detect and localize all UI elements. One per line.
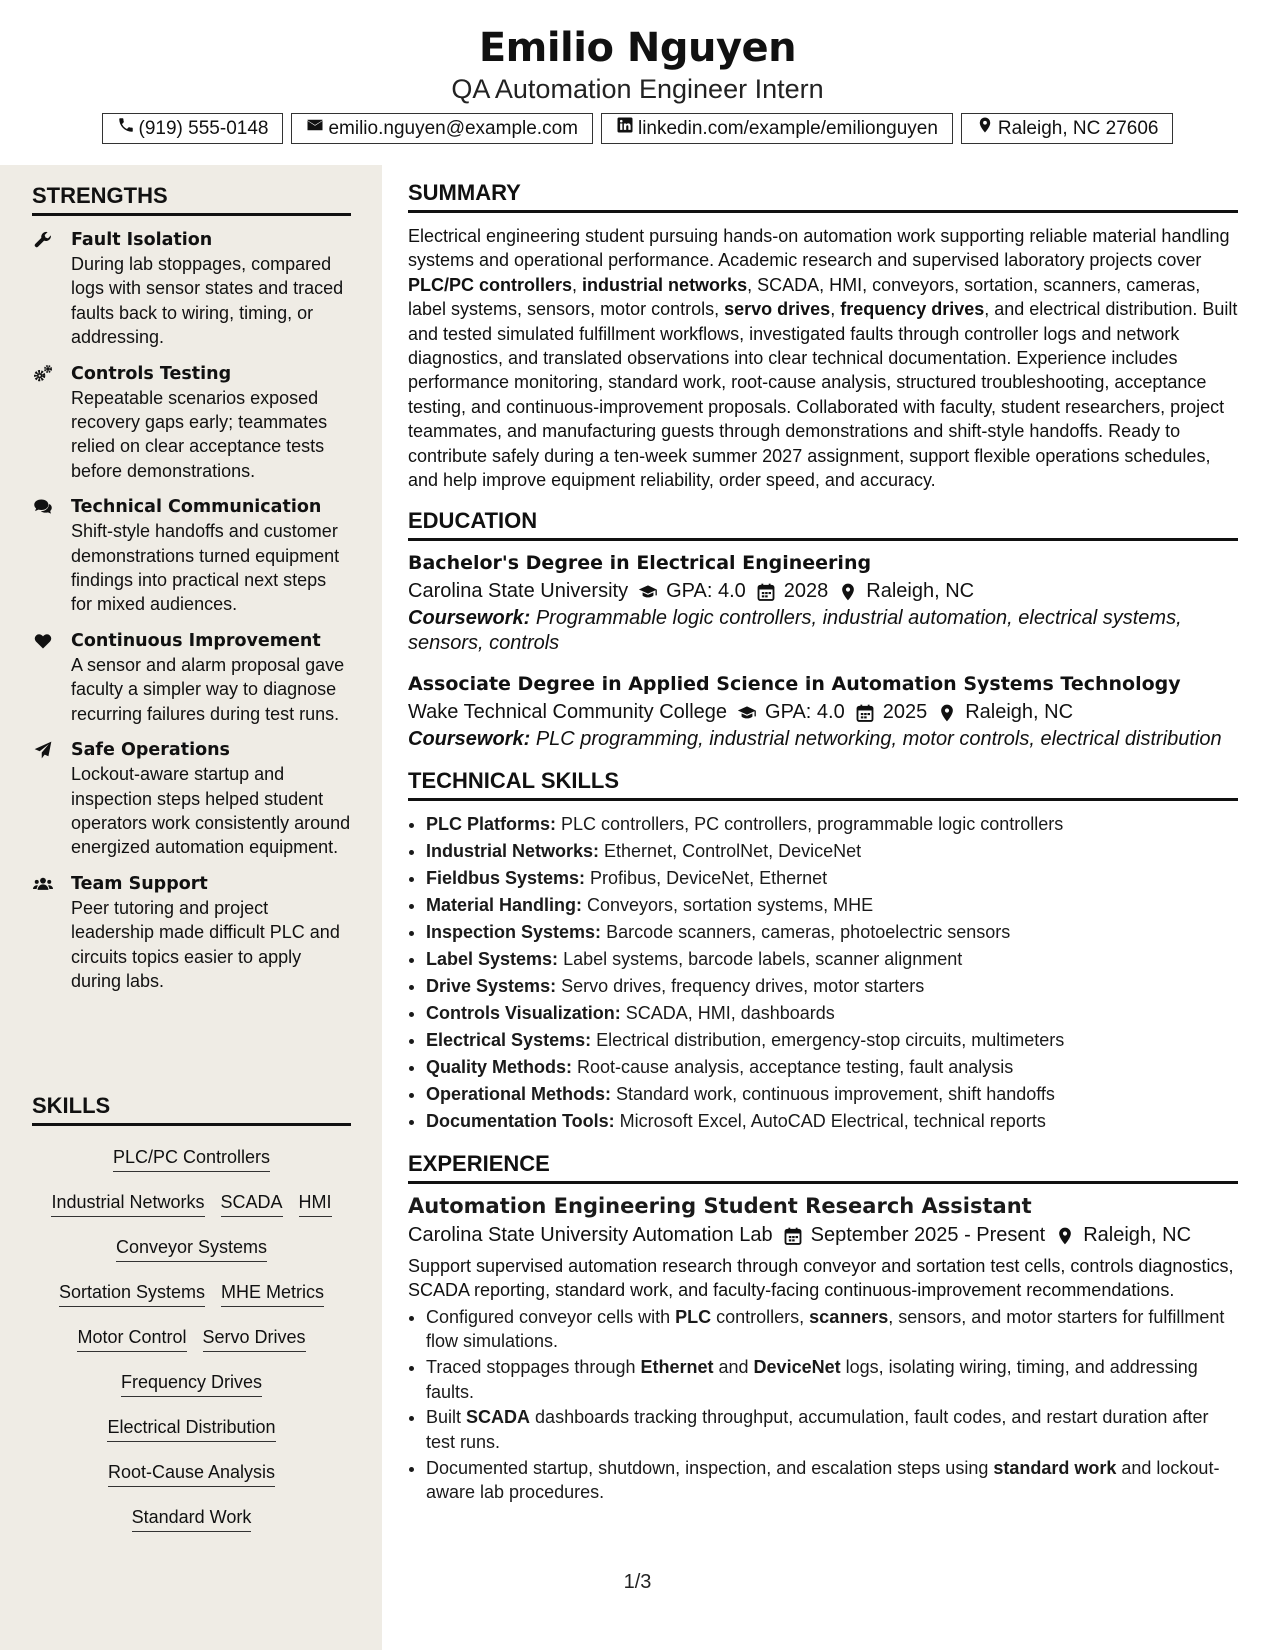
technical-skills-section (408, 768, 1238, 1135)
strengths-section (32, 183, 351, 993)
technical-skill-label: Controls Visualization: (426, 1002, 621, 1023)
skill-row (32, 1136, 351, 1181)
bold-text: scanners (809, 1306, 889, 1327)
summary-heading: SUMMARY (408, 180, 1238, 213)
job-summary: Support supervised automation research through conveyor and sortation test cells, controls diagnostics, SCADA reporting, standard work, and faculty-facing continuous-improvement recommendations. (408, 1255, 1234, 1301)
bold-text: servo drives (724, 299, 831, 320)
technical-skill-label: Fieldbus Systems: (426, 867, 586, 888)
technical-skill-value: Label systems, barcode labels, scanner alignment (558, 948, 963, 969)
technical-skill-item (426, 1000, 1238, 1027)
strength-item (32, 629, 351, 726)
technical-skill-item (426, 1108, 1238, 1135)
graduation-cap-icon (638, 581, 658, 601)
strength-desc: A sensor and alarm proposal gave faculty a simpler way to diagnose recurring failures during test runs. (71, 654, 345, 724)
candidate-title: QA Automation Engineer Intern (451, 74, 824, 104)
skill-tag: Standard Work (132, 1506, 252, 1532)
technical-skill-value: Servo drives, frequency drives, motor starters (556, 975, 925, 996)
technical-skill-label: PLC Platforms: (426, 813, 557, 834)
graduation-cap-icon (737, 702, 757, 722)
technical-skill-value: Electrical distribution, emergency-stop circuits, multimeters (591, 1029, 1065, 1050)
technical-skill-label: Drive Systems: (426, 975, 557, 996)
text-run: , sensors, and motor starters for fulfillment flow simulations. (426, 1306, 1225, 1352)
technical-skill-value: PLC controllers, PC controllers, programmable logic controllers (556, 813, 1064, 834)
technical-skill-item (426, 811, 1238, 838)
coursework-label: Coursework: (408, 728, 531, 751)
technical-skill-label: Label Systems: (426, 948, 559, 969)
strength-item (32, 362, 351, 484)
skill-tag: Sortation Systems (59, 1281, 205, 1307)
skill-tag: PLC/PC Controllers (113, 1146, 270, 1172)
technical-skill-item (426, 919, 1238, 946)
contact-phone[interactable] (102, 113, 284, 144)
strength-desc: Lockout-aware startup and inspection steps helped student operators work consistently around energized automation equipment. (71, 764, 351, 858)
skill-row (32, 1451, 351, 1496)
resume-header (0, 22, 1275, 144)
technical-skill-label: Electrical Systems: (426, 1029, 592, 1050)
strength-title: Team Support (71, 873, 208, 894)
skill-tag: HMI (299, 1191, 332, 1217)
school-location: Raleigh, NC (866, 580, 975, 603)
contact-phone-text: (919) 555-0148 (138, 117, 269, 139)
candidate-name: Emilio Nguyen (478, 25, 797, 71)
education-section (408, 508, 1238, 752)
text-run: dashboards tracking throughput, accumulation, fault codes, and restart duration after test runs. (426, 1407, 1209, 1452)
degree-title: Associate Degree in Applied Science in Automation Systems Technology (408, 673, 1181, 696)
technical-skill-item (426, 973, 1238, 1000)
envelope-icon (306, 116, 324, 141)
text-run: Traced stoppages through (426, 1357, 641, 1378)
strength-desc: Peer tutoring and project leadership made difficult PLC and circuits topics easier to apply during labs. (71, 897, 340, 991)
technical-skill-item (426, 946, 1238, 973)
technical-skill-value: Conveyors, sortation systems, MHE (582, 894, 874, 915)
text-run: and lockout-aware lab procedures. (426, 1457, 1220, 1503)
job-dates: September 2025 - Present (810, 1223, 1046, 1246)
skill-row (32, 1226, 351, 1271)
strength-title: Controls Testing (71, 363, 232, 384)
technical-skill-value: Standard work, continuous improvement, shift handoffs (611, 1083, 1055, 1104)
text-run: Electrical engineering student pursuing hands-on automation work supporting reliable material handling systems and operational performance. Academic research and supervised laboratory projects cover (408, 226, 1230, 271)
graduation-year: 2028 (783, 580, 829, 603)
degree-title: Bachelor's Degree in Electrical Engineering (408, 552, 872, 575)
strength-title: Continuous Improvement (71, 630, 321, 651)
text-run: , (572, 274, 583, 295)
skill-row (32, 1181, 351, 1226)
wrench-icon (32, 230, 54, 250)
job-bullet (426, 1355, 1238, 1404)
skill-tag: Conveyor Systems (116, 1236, 267, 1262)
education-entry (408, 671, 1238, 752)
bold-text: frequency drives (840, 299, 985, 320)
technical-skill-item (426, 1081, 1238, 1108)
summary-text (408, 224, 1238, 492)
strengths-heading: STRENGTHS (32, 183, 351, 216)
strength-title: Fault Isolation (71, 230, 213, 250)
technical-skill-item (426, 865, 1238, 892)
strength-item (32, 495, 351, 617)
job-bullet (426, 1405, 1238, 1454)
text-run: Configured conveyor cells with (426, 1306, 676, 1327)
technical-skills-heading: TECHNICAL SKILLS (408, 768, 1238, 801)
text-run: , SCADA, HMI, conveyors, sortation, scanners, cameras, label systems, sensors, motor controls, (408, 274, 1201, 320)
skills-section (32, 1093, 351, 1541)
strength-item (32, 738, 351, 860)
bold-text: PLC/PC controllers (408, 274, 573, 295)
skill-tag: SCADA (221, 1191, 283, 1217)
school-name: Carolina State University (408, 580, 629, 603)
sidebar (0, 165, 382, 1650)
technical-skill-label: Operational Methods: (426, 1083, 612, 1104)
comments-icon (32, 497, 54, 517)
technical-skill-label: Industrial Networks: (426, 840, 600, 861)
text-run: Documented startup, shutdown, inspection, and escalation steps using (426, 1457, 994, 1478)
skill-tag: Root-Cause Analysis (108, 1461, 275, 1487)
contact-email[interactable] (291, 113, 593, 144)
technical-skills-list (408, 811, 1238, 1135)
phone-icon (117, 116, 135, 141)
job-bullet (426, 1305, 1238, 1354)
technical-skill-item (426, 892, 1238, 919)
text-run: , (830, 299, 841, 320)
calendar-icon (756, 581, 776, 601)
technical-skill-item (426, 1027, 1238, 1054)
skill-row (32, 1496, 351, 1541)
skill-tag: Frequency Drives (121, 1371, 262, 1397)
technical-skill-value: Root-cause analysis, acceptance testing, fault analysis (572, 1056, 1014, 1077)
gpa: GPA: 4.0 (666, 580, 746, 603)
coursework-label: Coursework: (408, 607, 531, 630)
coursework-text: PLC programming, industrial networking, motor controls, electrical distribution (535, 728, 1222, 751)
text-run: and (713, 1357, 754, 1378)
strength-item (32, 872, 351, 994)
job-meta (408, 1220, 1238, 1250)
coursework-text: Programmable logic controllers, industrial automation, electrical systems, sensors, controls (408, 607, 1182, 654)
skill-tag: Electrical Distribution (107, 1416, 275, 1442)
technical-skill-label: Documentation Tools: (426, 1110, 615, 1131)
technical-skill-item (426, 1054, 1238, 1081)
contact-linkedin[interactable] (601, 113, 953, 144)
skill-row (32, 1406, 351, 1451)
bold-text: PLC (675, 1306, 712, 1327)
map-pin-icon (937, 702, 957, 722)
skills-list (32, 1136, 351, 1541)
bold-text: SCADA (466, 1407, 531, 1428)
technical-skill-label: Material Handling: (426, 894, 583, 915)
map-pin-icon (1055, 1225, 1075, 1245)
degree-meta (408, 576, 1238, 606)
graduation-year: 2025 (882, 701, 928, 724)
technical-skill-value: Ethernet, ControlNet, DeviceNet (599, 840, 862, 861)
contact-linkedin-text: linkedin.com/example/emilionguyen (637, 117, 938, 139)
job-title: Automation Engineering Student Research Assistant (408, 1193, 1032, 1218)
bold-text: standard work (993, 1457, 1117, 1478)
skill-tag: Industrial Networks (51, 1191, 204, 1217)
strength-desc: Repeatable scenarios exposed recovery gaps early; teammates relied on clear acceptance tests before demonstrations. (71, 387, 328, 481)
contact-bar (0, 113, 1275, 144)
strength-desc: Shift-style handoffs and customer demonstrations turned equipment findings into practical next steps for mixed audiences. (71, 521, 340, 615)
strength-title: Safe Operations (71, 740, 230, 761)
contact-location (961, 113, 1174, 144)
technical-skill-label: Quality Methods: (426, 1056, 573, 1077)
technical-skill-item (426, 838, 1238, 865)
users-icon (32, 874, 54, 894)
paper-plane-icon (32, 740, 54, 760)
contact-email-text: emilio.nguyen@example.com (328, 117, 578, 139)
gears-icon (32, 364, 54, 384)
job-bullets (408, 1305, 1238, 1505)
bold-text: industrial networks (582, 274, 748, 295)
degree-meta (408, 697, 1238, 727)
education-entry (408, 550, 1238, 655)
coursework (408, 727, 1238, 752)
education-heading: EDUCATION (408, 508, 1238, 541)
map-pin-icon (976, 116, 994, 141)
skill-row (32, 1316, 351, 1361)
calendar-icon (783, 1225, 803, 1245)
skills-heading: SKILLS (32, 1093, 351, 1126)
strength-item (32, 228, 351, 350)
bold-text: Ethernet (640, 1357, 714, 1378)
text-run: logs, isolating wiring, timing, and addressing faults. (426, 1357, 1198, 1402)
calendar-icon (855, 702, 875, 722)
main-column (408, 180, 1238, 1521)
strength-title: Technical Communication (71, 497, 322, 518)
technical-skill-value: Profibus, DeviceNet, Ethernet (585, 867, 828, 888)
skill-row (32, 1361, 351, 1406)
page-number: 1/3 (623, 1571, 652, 1593)
text-run: , and electrical distribution. Built and tested simulated fulfillment workflows, investigated faults through controller logs and network diagnostics, and translated observations into clear technical documentation. Experience includes performance monitoring, standard work, root-cause analysis, structured troubleshooting, acceptance testing, and continuous-improvement proposals. Collaborated with faculty, student researchers, project teammates, and manufacturing guests through demonstrations and shift-style handoffs. Ready to contribute safely during a ten-week summer 2027 assignment, support flexible operations schedules, and help improve equipment reliability, order speed, and accuracy. (408, 299, 1238, 491)
contact-location-text: Raleigh, NC 27606 (997, 117, 1159, 139)
job-org: Carolina State University Automation Lab (408, 1223, 773, 1246)
summary-section (408, 180, 1238, 492)
experience-heading: EXPERIENCE (408, 1151, 1238, 1184)
skill-row (32, 1271, 351, 1316)
linkedin-icon (616, 116, 634, 141)
technical-skill-value: Barcode scanners, cameras, photoelectric sensors (601, 921, 1011, 942)
skill-tag: Servo Drives (203, 1326, 306, 1352)
bold-text: DeviceNet (753, 1357, 841, 1378)
skill-tag: MHE Metrics (221, 1281, 324, 1307)
coursework (408, 606, 1238, 655)
strength-desc: During lab stoppages, compared logs with sensor states and traced faults back to wiring, timing, or addressing. (71, 254, 344, 348)
experience-section (408, 1151, 1238, 1505)
map-pin-icon (838, 581, 858, 601)
skill-tag: Motor Control (77, 1326, 186, 1352)
technical-skill-label: Inspection Systems: (426, 921, 602, 942)
job-bullet (426, 1456, 1238, 1505)
text-run: controllers, (711, 1306, 810, 1327)
gpa: GPA: 4.0 (765, 701, 845, 724)
school-location: Raleigh, NC (965, 701, 1074, 724)
technical-skill-value: Microsoft Excel, AutoCAD Electrical, technical reports (614, 1110, 1046, 1131)
technical-skill-value: SCADA, HMI, dashboards (620, 1002, 835, 1023)
school-name: Wake Technical Community College (408, 701, 728, 724)
job-location: Raleigh, NC (1083, 1223, 1192, 1246)
text-run: Built (426, 1407, 467, 1428)
heart-icon (32, 631, 54, 651)
